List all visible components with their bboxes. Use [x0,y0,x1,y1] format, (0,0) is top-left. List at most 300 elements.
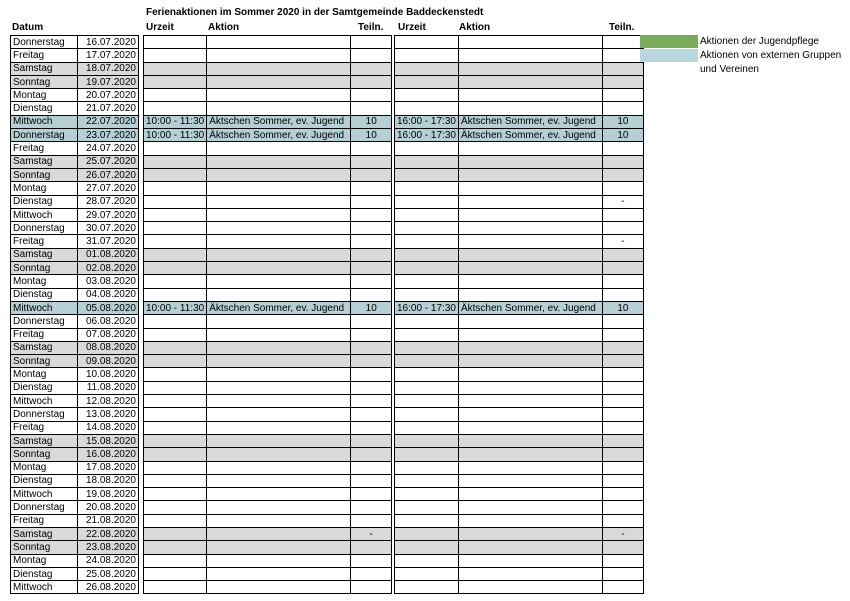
action-cell[interactable] [458,341,602,354]
time-cell[interactable] [144,554,207,567]
date-cell[interactable]: 20.07.2020 [78,89,139,102]
action-cell[interactable] [207,501,351,514]
time-cell[interactable] [395,554,459,567]
action-cell[interactable] [458,49,602,62]
time-cell[interactable] [144,75,207,88]
day-cell[interactable]: Sonntag [11,168,78,181]
count-cell[interactable] [602,142,643,155]
time-cell[interactable] [144,434,207,447]
day-cell[interactable]: Samstag [11,434,78,447]
time-cell[interactable] [144,328,207,341]
action-cell[interactable]: Äktschen Sommer, ev. Jugend [207,129,351,142]
action-cell[interactable] [207,395,351,408]
day-cell[interactable]: Montag [11,554,78,567]
count-cell[interactable] [351,62,392,75]
action-cell[interactable]: Äktschen Sommer, ev. Jugend [207,115,351,128]
count-cell[interactable] [351,501,392,514]
time-cell[interactable] [395,408,459,421]
action-cell[interactable] [207,155,351,168]
date-cell[interactable]: 17.08.2020 [78,461,139,474]
date-cell[interactable]: 12.08.2020 [78,395,139,408]
count-cell[interactable] [351,222,392,235]
action-cell[interactable] [207,89,351,102]
time-cell[interactable] [144,49,207,62]
date-cell[interactable]: 16.07.2020 [78,36,139,49]
time-cell[interactable] [144,421,207,434]
count-cell[interactable] [351,554,392,567]
time-cell[interactable] [144,142,207,155]
action-cell[interactable] [458,222,602,235]
time-cell[interactable] [395,527,459,540]
action-cell[interactable] [207,275,351,288]
time-cell[interactable] [144,448,207,461]
action-cell[interactable] [458,182,602,195]
time-cell[interactable] [395,581,459,594]
date-cell[interactable]: 03.08.2020 [78,275,139,288]
day-cell[interactable]: Sonntag [11,541,78,554]
time-cell[interactable] [144,36,207,49]
count-cell[interactable] [602,567,643,580]
day-cell[interactable]: Samstag [11,62,78,75]
action-cell[interactable] [207,434,351,447]
date-cell[interactable]: 30.07.2020 [78,222,139,235]
count-cell[interactable] [602,315,643,328]
time-cell[interactable] [395,315,459,328]
date-cell[interactable]: 06.08.2020 [78,315,139,328]
action-cell[interactable] [458,89,602,102]
action-cell[interactable]: Äktschen Sommer, ev. Jugend [458,129,602,142]
time-cell[interactable] [144,381,207,394]
time-cell[interactable] [395,421,459,434]
count-cell[interactable] [602,328,643,341]
action-cell[interactable] [207,355,351,368]
day-cell[interactable]: Dienstag [11,102,78,115]
time-cell[interactable] [144,248,207,261]
action-cell[interactable] [458,355,602,368]
action-cell[interactable] [458,315,602,328]
count-cell[interactable] [351,514,392,527]
count-cell[interactable] [351,142,392,155]
time-cell[interactable] [395,434,459,447]
action-cell[interactable] [207,222,351,235]
action-cell[interactable] [207,474,351,487]
count-cell[interactable] [602,395,643,408]
count-cell[interactable] [602,262,643,275]
time-cell[interactable] [395,195,459,208]
count-cell[interactable] [602,421,643,434]
count-cell[interactable] [351,341,392,354]
day-cell[interactable]: Montag [11,182,78,195]
action-cell[interactable] [207,315,351,328]
date-cell[interactable]: 28.07.2020 [78,195,139,208]
time-cell[interactable] [144,315,207,328]
date-cell[interactable]: 22.08.2020 [78,527,139,540]
day-cell[interactable]: Sonntag [11,75,78,88]
time-cell[interactable] [395,49,459,62]
action-cell[interactable] [458,554,602,567]
count-cell[interactable] [602,501,643,514]
count-cell[interactable] [351,49,392,62]
date-cell[interactable]: 21.08.2020 [78,514,139,527]
action-cell[interactable] [207,142,351,155]
time-cell[interactable] [395,142,459,155]
action-cell[interactable] [207,448,351,461]
time-cell[interactable] [144,488,207,501]
day-cell[interactable]: Montag [11,89,78,102]
count-cell[interactable]: 10 [351,301,392,314]
date-cell[interactable]: 10.08.2020 [78,368,139,381]
count-cell[interactable] [351,235,392,248]
action-cell[interactable] [458,448,602,461]
time-cell[interactable] [144,89,207,102]
time-cell[interactable] [144,341,207,354]
action-cell[interactable] [458,408,602,421]
count-cell[interactable] [602,75,643,88]
time-cell[interactable]: 10:00 - 11:30 [144,115,207,128]
date-cell[interactable]: 16.08.2020 [78,448,139,461]
date-cell[interactable]: 07.08.2020 [78,328,139,341]
time-cell[interactable] [395,474,459,487]
day-cell[interactable]: Samstag [11,155,78,168]
date-cell[interactable]: 24.08.2020 [78,554,139,567]
action-cell[interactable] [207,488,351,501]
count-cell[interactable] [602,208,643,221]
count-cell[interactable] [602,554,643,567]
action-cell[interactable] [207,36,351,49]
date-cell[interactable]: 04.08.2020 [78,288,139,301]
time-cell[interactable] [395,488,459,501]
count-cell[interactable] [351,182,392,195]
action-cell[interactable] [207,75,351,88]
time-cell[interactable]: 10:00 - 11:30 [144,129,207,142]
count-cell[interactable] [351,195,392,208]
count-cell[interactable] [602,514,643,527]
action-cell[interactable] [458,421,602,434]
time-cell[interactable] [395,461,459,474]
date-cell[interactable]: 25.08.2020 [78,567,139,580]
day-cell[interactable]: Donnerstag [11,36,78,49]
count-cell[interactable] [351,355,392,368]
date-cell[interactable]: 22.07.2020 [78,115,139,128]
action-cell[interactable] [207,461,351,474]
action-cell[interactable] [207,49,351,62]
time-cell[interactable] [144,168,207,181]
count-cell[interactable] [351,581,392,594]
time-cell[interactable] [395,288,459,301]
count-cell[interactable] [351,248,392,261]
date-cell[interactable]: 11.08.2020 [78,381,139,394]
day-cell[interactable]: Donnerstag [11,315,78,328]
time-cell[interactable] [144,208,207,221]
action-cell[interactable] [458,541,602,554]
action-cell[interactable] [207,527,351,540]
count-cell[interactable] [602,49,643,62]
count-cell[interactable] [602,102,643,115]
day-cell[interactable]: Donnerstag [11,501,78,514]
count-cell[interactable] [351,434,392,447]
action-cell[interactable] [458,155,602,168]
time-cell[interactable] [395,381,459,394]
count-cell[interactable] [602,488,643,501]
day-cell[interactable]: Montag [11,275,78,288]
action-cell[interactable] [207,195,351,208]
date-cell[interactable]: 20.08.2020 [78,501,139,514]
count-cell[interactable]: 10 [351,115,392,128]
action-cell[interactable] [458,567,602,580]
action-cell[interactable]: Äktschen Sommer, ev. Jugend [458,115,602,128]
count-cell[interactable] [351,89,392,102]
date-cell[interactable]: 09.08.2020 [78,355,139,368]
time-cell[interactable] [144,355,207,368]
time-cell[interactable] [395,275,459,288]
action-cell[interactable] [458,235,602,248]
day-cell[interactable]: Dienstag [11,195,78,208]
time-cell[interactable] [395,89,459,102]
date-cell[interactable]: 18.08.2020 [78,474,139,487]
count-cell[interactable] [351,208,392,221]
day-cell[interactable]: Donnerstag [11,129,78,142]
day-cell[interactable]: Samstag [11,527,78,540]
day-cell[interactable]: Mittwoch [11,581,78,594]
action-cell[interactable] [458,488,602,501]
date-cell[interactable]: 08.08.2020 [78,341,139,354]
action-cell[interactable] [458,434,602,447]
action-cell[interactable] [207,102,351,115]
time-cell[interactable] [144,288,207,301]
time-cell[interactable] [395,102,459,115]
count-cell[interactable] [351,36,392,49]
count-cell[interactable] [602,36,643,49]
count-cell[interactable] [602,581,643,594]
count-cell[interactable]: 10 [602,129,643,142]
count-cell[interactable] [351,315,392,328]
count-cell[interactable] [351,381,392,394]
time-cell[interactable] [395,368,459,381]
count-cell[interactable] [351,155,392,168]
count-cell[interactable] [351,275,392,288]
action-cell[interactable] [207,328,351,341]
date-cell[interactable]: 21.07.2020 [78,102,139,115]
date-cell[interactable]: 26.08.2020 [78,581,139,594]
day-cell[interactable]: Donnerstag [11,222,78,235]
time-cell[interactable] [144,368,207,381]
day-cell[interactable]: Mittwoch [11,208,78,221]
time-cell[interactable] [395,395,459,408]
time-cell[interactable] [395,262,459,275]
time-cell[interactable] [395,501,459,514]
day-cell[interactable]: Freitag [11,235,78,248]
count-cell[interactable] [602,355,643,368]
count-cell[interactable] [351,421,392,434]
count-cell[interactable] [351,408,392,421]
action-cell[interactable] [458,288,602,301]
day-cell[interactable]: Donnerstag [11,408,78,421]
time-cell[interactable]: 16:00 - 17:30 [395,129,459,142]
action-cell[interactable] [458,461,602,474]
action-cell[interactable] [207,368,351,381]
count-cell[interactable]: - [602,195,643,208]
time-cell[interactable] [144,262,207,275]
action-cell[interactable] [458,328,602,341]
time-cell[interactable] [144,541,207,554]
count-cell[interactable] [351,395,392,408]
day-cell[interactable]: Freitag [11,328,78,341]
action-cell[interactable] [207,554,351,567]
count-cell[interactable]: 10 [351,129,392,142]
day-cell[interactable]: Mittwoch [11,115,78,128]
date-cell[interactable]: 24.07.2020 [78,142,139,155]
time-cell[interactable]: 16:00 - 17:30 [395,301,459,314]
count-cell[interactable] [351,328,392,341]
count-cell[interactable]: - [602,527,643,540]
day-cell[interactable]: Sonntag [11,355,78,368]
date-cell[interactable]: 31.07.2020 [78,235,139,248]
day-cell[interactable]: Sonntag [11,262,78,275]
count-cell[interactable] [351,474,392,487]
action-cell[interactable] [458,381,602,394]
action-cell[interactable]: Äktschen Sommer, ev. Jugend [458,301,602,314]
date-cell[interactable]: 14.08.2020 [78,421,139,434]
count-cell[interactable] [602,248,643,261]
count-cell[interactable]: - [602,235,643,248]
day-cell[interactable]: Mittwoch [11,395,78,408]
action-cell[interactable] [207,381,351,394]
count-cell[interactable] [602,155,643,168]
action-cell[interactable] [207,168,351,181]
time-cell[interactable] [144,62,207,75]
action-cell[interactable] [458,527,602,540]
count-cell[interactable] [351,288,392,301]
time-cell[interactable] [395,222,459,235]
count-cell[interactable]: - [351,527,392,540]
time-cell[interactable] [395,168,459,181]
time-cell[interactable] [144,235,207,248]
count-cell[interactable] [602,541,643,554]
date-cell[interactable]: 05.08.2020 [78,301,139,314]
day-cell[interactable]: Mittwoch [11,488,78,501]
count-cell[interactable] [602,461,643,474]
day-cell[interactable]: Freitag [11,421,78,434]
day-cell[interactable]: Dienstag [11,474,78,487]
time-cell[interactable] [144,408,207,421]
time-cell[interactable] [144,474,207,487]
time-cell[interactable] [144,461,207,474]
action-cell[interactable] [458,262,602,275]
day-cell[interactable]: Dienstag [11,288,78,301]
day-cell[interactable]: Mittwoch [11,301,78,314]
day-cell[interactable]: Freitag [11,142,78,155]
day-cell[interactable]: Freitag [11,49,78,62]
time-cell[interactable] [395,208,459,221]
time-cell[interactable] [395,514,459,527]
date-cell[interactable]: 26.07.2020 [78,168,139,181]
action-cell[interactable] [207,514,351,527]
count-cell[interactable] [602,368,643,381]
action-cell[interactable] [458,581,602,594]
time-cell[interactable] [395,328,459,341]
count-cell[interactable] [351,448,392,461]
action-cell[interactable] [458,102,602,115]
time-cell[interactable] [395,567,459,580]
date-cell[interactable]: 02.08.2020 [78,262,139,275]
action-cell[interactable] [207,581,351,594]
day-cell[interactable]: Dienstag [11,381,78,394]
time-cell[interactable] [144,514,207,527]
date-cell[interactable]: 15.08.2020 [78,434,139,447]
action-cell[interactable] [458,62,602,75]
action-cell[interactable] [207,262,351,275]
time-cell[interactable]: 16:00 - 17:30 [395,115,459,128]
count-cell[interactable] [602,222,643,235]
count-cell[interactable] [602,408,643,421]
time-cell[interactable] [395,341,459,354]
time-cell[interactable] [144,395,207,408]
count-cell[interactable] [351,168,392,181]
date-cell[interactable]: 23.07.2020 [78,129,139,142]
time-cell[interactable] [395,541,459,554]
time-cell[interactable] [144,501,207,514]
action-cell[interactable] [458,195,602,208]
count-cell[interactable] [351,461,392,474]
time-cell[interactable] [144,222,207,235]
action-cell[interactable] [207,567,351,580]
day-cell[interactable]: Samstag [11,248,78,261]
time-cell[interactable] [395,36,459,49]
date-cell[interactable]: 18.07.2020 [78,62,139,75]
time-cell[interactable] [395,355,459,368]
date-cell[interactable]: 25.07.2020 [78,155,139,168]
time-cell[interactable] [395,448,459,461]
action-cell[interactable] [458,208,602,221]
count-cell[interactable] [602,62,643,75]
count-cell[interactable] [602,288,643,301]
time-cell[interactable] [144,567,207,580]
count-cell[interactable] [351,567,392,580]
date-cell[interactable]: 29.07.2020 [78,208,139,221]
action-cell[interactable] [458,75,602,88]
day-cell[interactable]: Samstag [11,341,78,354]
count-cell[interactable] [351,541,392,554]
action-cell[interactable] [207,235,351,248]
time-cell[interactable] [395,155,459,168]
time-cell[interactable] [144,182,207,195]
count-cell[interactable] [602,89,643,102]
date-cell[interactable]: 01.08.2020 [78,248,139,261]
action-cell[interactable] [458,275,602,288]
time-cell[interactable] [144,527,207,540]
action-cell[interactable] [458,395,602,408]
action-cell[interactable] [207,248,351,261]
count-cell[interactable] [602,474,643,487]
action-cell[interactable] [458,248,602,261]
count-cell[interactable] [351,488,392,501]
date-cell[interactable]: 23.08.2020 [78,541,139,554]
date-cell[interactable]: 19.07.2020 [78,75,139,88]
action-cell[interactable] [458,36,602,49]
time-cell[interactable] [144,155,207,168]
action-cell[interactable] [207,208,351,221]
count-cell[interactable] [602,182,643,195]
time-cell[interactable] [144,581,207,594]
action-cell[interactable] [458,368,602,381]
time-cell[interactable] [395,62,459,75]
time-cell[interactable] [395,182,459,195]
date-cell[interactable]: 19.08.2020 [78,488,139,501]
day-cell[interactable]: Montag [11,461,78,474]
count-cell[interactable] [351,262,392,275]
time-cell[interactable] [395,75,459,88]
action-cell[interactable] [458,514,602,527]
